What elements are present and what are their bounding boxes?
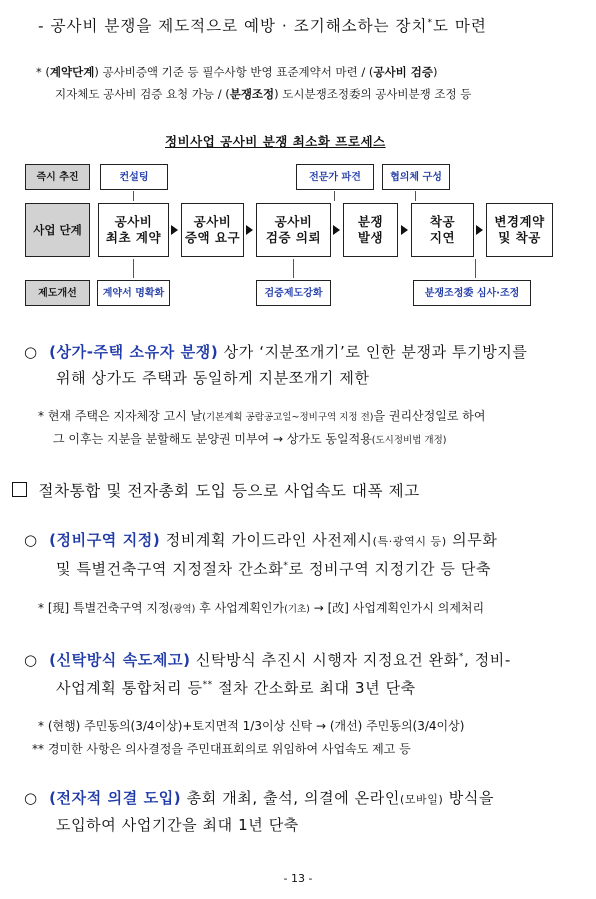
paragraph-text: 및 특별건축구역 지정절차 간소화	[56, 560, 284, 578]
top-label-consulting: 컨설팅	[100, 164, 168, 190]
connector-line	[133, 191, 134, 201]
bullet-circle-icon: ○	[24, 651, 38, 669]
note-bold: 공사비 검증	[373, 65, 433, 79]
intro-text-b: 도 마련	[432, 17, 487, 35]
paragraph-trust-speed-line2	[56, 673, 416, 700]
step-line: 변경계약	[494, 214, 545, 229]
note-small: (광역)	[169, 604, 196, 615]
step-box	[343, 203, 398, 257]
step-line: 공사비	[114, 214, 153, 229]
note-text: * [現] 특별건축구역 지정	[38, 601, 170, 615]
bottom-label-contract: 계약서 명확화	[97, 280, 170, 306]
note-text: → [改] 사업계획인가시 의제처리	[313, 601, 485, 615]
paragraph-small: (특·광역시 등)	[372, 535, 447, 548]
connector-line	[475, 259, 476, 278]
note-text: )	[432, 65, 438, 79]
square-bullet-icon	[12, 482, 27, 497]
step-line: 공사비	[274, 214, 313, 229]
diagram-title: 정비사업 공사비 분쟁 최소화 프로세스	[165, 134, 386, 149]
arrow-right-icon	[333, 225, 340, 235]
note-bold: 계약단계	[49, 65, 95, 79]
paragraph-store-owner	[24, 340, 528, 364]
paragraph-text: 도입하여 사업기간을 최대 1년 단축	[56, 816, 299, 834]
paragraph-text: 의무화	[452, 531, 498, 549]
paragraph-text: 절차 간소화로 최대 3년 단축	[218, 679, 416, 697]
step-line: 발생	[357, 230, 384, 245]
intro-text-a: 공사비 분쟁을 제도적으로 예방 · 조기해소하는 장치	[50, 17, 428, 35]
step-line: 지연	[429, 230, 456, 245]
paragraph-text: 사업계획 통합처리 등	[56, 679, 203, 697]
p3-note-line1: * (현행) 주민동의(3/4이상)+토지면적 1/3이상 신탁 → (개선) 주민동의(3/4이상)	[38, 719, 465, 733]
step-line: 최초 계약	[105, 230, 162, 245]
paragraph-zone-designation-line2	[56, 554, 491, 581]
step-line: 증액 요구	[184, 230, 241, 245]
step-box	[98, 203, 169, 257]
paragraph-text: 총회 개최, 출석, 의결에 온라인	[186, 789, 400, 807]
note-text: ) 공사비증액 기준 등 필수사항 반영 표준계약서 마련 / (	[94, 65, 374, 79]
intro-dash: -	[38, 17, 45, 35]
note-text: 을 권리산정일로 하여	[373, 409, 486, 423]
arrow-right-icon	[246, 225, 253, 235]
step-line: 착공	[429, 214, 456, 229]
paragraph-text: 방식을	[448, 789, 495, 807]
p3-note-line2: ** 경미한 사항은 의사결정을 주민대표회의로 위임하여 사업속도 제고 등	[32, 742, 411, 756]
paragraph-title: (전자적 의결 도입)	[49, 789, 182, 807]
paragraph-text: 위해 상가도 주택과 동일하게 지분쪼개기 제한	[56, 369, 370, 387]
connector-line	[133, 259, 134, 278]
note-text: 지자체도 공사비 검증 요청 가능 / (	[55, 87, 230, 101]
connector-line	[293, 259, 294, 278]
paragraph-title: (정비구역 지정)	[49, 531, 161, 549]
bullet-circle-icon: ○	[24, 789, 38, 807]
note-text: 그 이후는 지분을 분할해도 분양권 미부여 → 상가도 동일적용	[53, 432, 372, 446]
top-label-council: 협의체 구성	[382, 164, 450, 190]
bullet-circle-icon: ○	[24, 531, 38, 549]
paragraph-text: 정비계획 가이드라인 사전제시	[165, 531, 373, 549]
paragraph-zone-designation	[24, 528, 497, 554]
arrow-right-icon	[171, 225, 178, 235]
step-box	[486, 203, 553, 257]
paragraph-text: , 정비-	[463, 651, 511, 669]
paragraph-text: 상가 ‘지분쪼개기’로 인한 분쟁과 투기방지를	[223, 343, 528, 361]
arrow-right-icon	[476, 225, 483, 235]
row-label-immediate: 즉시 추진	[25, 164, 90, 190]
paragraph-title: (신탁방식 속도제고)	[49, 651, 191, 669]
paragraph-store-owner-line2	[56, 366, 370, 390]
connector-line	[334, 191, 335, 201]
step-line: 분쟁	[357, 214, 384, 229]
step-line: 검증 의뢰	[265, 230, 322, 245]
step-line: 및 착공	[498, 230, 541, 245]
bottom-label-mediation: 분쟁조정委 심사·조정	[413, 280, 531, 306]
paragraph-text: 로 정비구역 지정기간 등 단축	[288, 560, 492, 578]
paragraph-title: (상가-주택 소유자 분쟁)	[49, 343, 219, 361]
step-box	[256, 203, 331, 257]
row-label-stage: 사업 단계	[25, 203, 90, 257]
note-text: ) 도시분쟁조정委의 공사비분쟁 조정 등	[274, 87, 472, 101]
step-line: 공사비	[193, 214, 232, 229]
footnote-mark: **	[202, 680, 213, 690]
step-box	[181, 203, 244, 257]
note-text: * 현재 주택은 지자체장 고시 날	[38, 409, 203, 423]
p1-note-line2	[53, 430, 446, 447]
step-box	[411, 203, 474, 257]
footnote-mark: *	[458, 652, 464, 662]
note-text: * (	[36, 65, 50, 79]
paragraph-small: (모바일)	[399, 793, 444, 806]
section-text: 절차통합 및 전자총회 도입 등으로 사업속도 대폭 제고	[38, 482, 420, 500]
p2-note	[38, 599, 484, 616]
intro-sup: *	[427, 17, 433, 28]
paragraph-text: 신탁방식 추진시 시행자 지정요건 완화	[195, 651, 459, 669]
note-small: (기본계획 공람공고일~정비구역 지정 전)	[202, 412, 374, 423]
footnote-mark: *	[283, 561, 289, 571]
p1-note-line1	[38, 407, 485, 424]
process-diagram	[0, 0, 596, 320]
top-label-expert: 전문가 파견	[296, 164, 374, 190]
note-small: (기초)	[284, 604, 310, 615]
page-number: - 13 -	[283, 872, 313, 885]
note-text: 후 사업계획인가	[199, 601, 285, 615]
row-label-improvement: 제도개선	[25, 280, 90, 306]
bullet-circle-icon: ○	[24, 343, 38, 361]
connector-line	[415, 191, 416, 201]
paragraph-electronic-vote	[24, 786, 494, 812]
paragraph-electronic-vote-line2	[56, 813, 299, 837]
note-bold: 분쟁조정	[229, 87, 275, 101]
note-small: (도시정비법 개정)	[371, 435, 447, 446]
arrow-right-icon	[401, 225, 408, 235]
paragraph-trust-speed	[24, 645, 511, 672]
section-heading	[12, 479, 420, 503]
bottom-label-verification: 검증제도강화	[256, 280, 331, 306]
